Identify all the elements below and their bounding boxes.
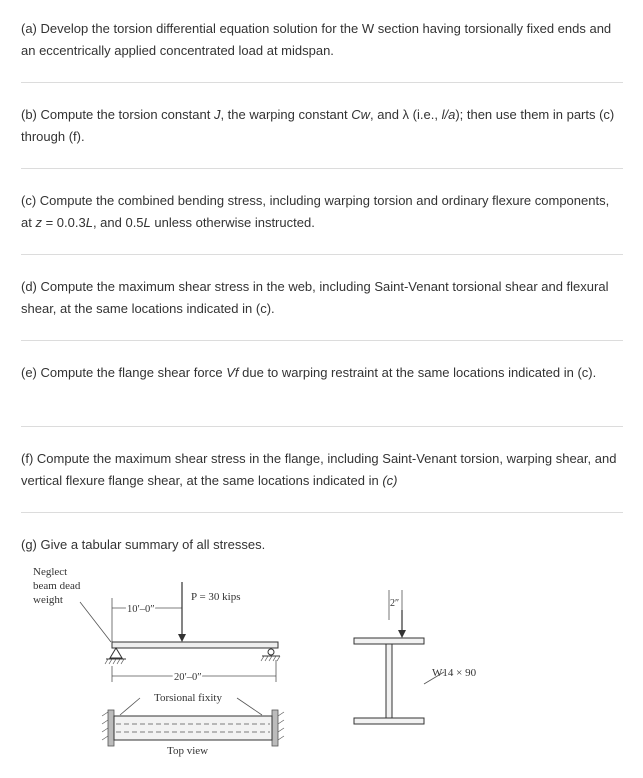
part-c-text: (c) Compute the combined bending stress, including warping torsion and ordinary flexure components, at z = 0.0.3L, and 0.5L unless otherwise instructed. [21,193,610,230]
right-wall-hatch [278,712,284,740]
section-load-arrowhead [398,630,406,638]
top-view-beam [114,716,272,740]
section-label: W14 × 90 [432,667,477,679]
torsional-fixity-label: Torsional fixity [154,692,222,704]
left-support [110,648,122,658]
w-section-bottom-flange [354,718,424,724]
divider [21,512,623,513]
divider [21,168,623,169]
w-section-top-flange [354,638,424,644]
part-a-text: (a) Develop the torsion differential equation solution for the W section having torsionally fixed ends and an eccentrically applied concentrated load at midspan. [21,21,612,58]
divider [21,82,623,83]
neglect-label-line1: Neglect [33,566,68,578]
beam-elevation [112,642,278,648]
left-wall-hatch [102,712,108,740]
load-arrowhead [178,634,186,642]
beam-figure [24,560,494,765]
right-support [268,649,274,655]
part-b-text: (b) Compute the torsion constant J, the warping constant Cw, and λ (i.e., l/a); then use them in parts (c) through (f). [21,107,615,144]
part-g-text: (g) Give a tabular summary of all stresses. [21,537,266,552]
top-view-left-wall [108,710,114,746]
neglect-label-line2: beam dead [33,580,81,592]
w-section-web [386,644,392,718]
left-ground-hatch [105,659,124,664]
divider [21,254,623,255]
dim-10-label: 10′–0″ [127,604,155,615]
load-label: P = 30 kips [191,591,241,603]
top-view-label: Top view [167,745,209,757]
dim-20-label: 20′–0″ [174,672,202,683]
neglect-label-line3: weight [33,594,63,606]
eccentricity-label: 2″ [390,598,400,609]
right-ground-hatch [261,656,280,661]
part-e-text: (e) Compute the flange shear force Vf due to warping restraint at the same locations indicated in (c). [21,365,597,380]
fixity-leader-right [237,698,262,715]
divider [21,340,623,341]
part-d-text: (d) Compute the maximum shear stress in the web, including Saint-Venant torsional shear and flexural shear, at the same locations indicated in (c). [21,279,609,316]
fixity-leader-left [120,698,140,715]
part-f-text: (f) Compute the maximum shear stress in the flange, including Saint-Venant torsion, warping shear, and vertical flexure flange shear, at the same locations indicated in (c) [21,451,617,488]
top-view-right-wall [272,710,278,746]
divider [21,426,623,427]
neglect-leader-line [80,602,111,642]
